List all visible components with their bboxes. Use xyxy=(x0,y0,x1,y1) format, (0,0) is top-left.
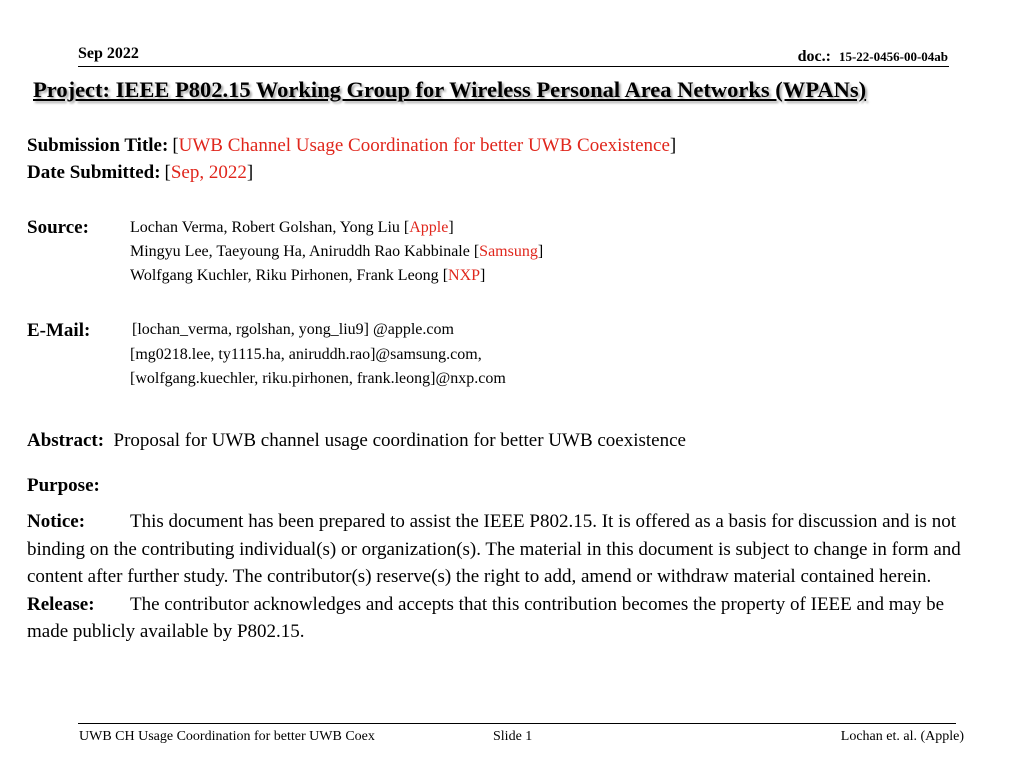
abstract-text: Proposal for UWB channel usage coordination for better UWB coexistence xyxy=(113,430,686,451)
source-names: Lochan Verma, Robert Golshan, Yong Liu xyxy=(130,219,400,236)
release-paragraph xyxy=(27,591,977,646)
doc-label: doc.: xyxy=(797,48,831,65)
email-line: [wolfgang.kuechler, riku.pirhonen, frank.leong]@nxp.com xyxy=(130,370,506,387)
submission-title: Submission Title: [UWB Channel Usage Coordination for better UWB Coexistence] xyxy=(27,135,677,156)
email-line: [mg0218.lee, ty1115.ha, aniruddh.rao]@samsung.com, xyxy=(130,346,482,363)
footer-divider xyxy=(78,723,956,724)
notice-block xyxy=(27,508,977,646)
notice-paragraph xyxy=(27,508,977,591)
release-text: The contributor acknowledges and accepts that this contribution becomes the property of IEEE and may be made publicly available by P802.15. xyxy=(27,593,945,642)
release-label: Release: xyxy=(27,593,95,615)
date-submitted-value: Sep, 2022 xyxy=(170,162,247,183)
date-submitted-label: Date Submitted: xyxy=(27,162,161,183)
date-submitted: Date Submitted: [Sep, 2022] xyxy=(27,162,254,183)
submission-title-value: UWB Channel Usage Coordination for better UWB Coexistence xyxy=(178,135,670,156)
email-line: [lochan_verma, rgolshan, yong_liu9] @apple.com xyxy=(132,321,454,338)
source-line: Lochan Verma, Robert Golshan, Yong Liu [Apple] xyxy=(130,219,454,236)
header-divider xyxy=(78,66,949,67)
header-date: Sep 2022 xyxy=(78,45,139,62)
footer-author: Lochan et. al. (Apple) xyxy=(840,729,964,744)
source-org: Apple xyxy=(409,219,449,236)
abstract xyxy=(27,430,686,452)
doc-number: 15-22-0456-00-04ab xyxy=(838,49,948,64)
source-label: Source: xyxy=(27,217,89,238)
source-names: Mingyu Lee, Taeyoung Ha, Aniruddh Rao Kabbinale xyxy=(130,243,470,260)
purpose-label: Purpose: xyxy=(27,475,100,496)
notice-label: Notice: xyxy=(27,511,86,532)
slide-number: Slide 1 xyxy=(493,729,533,744)
source-org: Samsung xyxy=(479,243,538,260)
abstract-label: Abstract: xyxy=(27,430,105,451)
footer-title: UWB CH Usage Coordination for better UWB Coex xyxy=(79,729,375,744)
header-doc-id xyxy=(798,48,948,66)
source-names: Wolfgang Kuchler, Riku Pirhonen, Frank Leong xyxy=(130,267,439,284)
source-line: Wolfgang Kuchler, Riku Pirhonen, Frank Leong [NXP] xyxy=(130,267,486,284)
source-org: NXP xyxy=(448,267,481,284)
project-title: Project: IEEE P802.15 Working Group for Wireless Personal Area Networks (WPANs) xyxy=(33,77,867,102)
source-line: Mingyu Lee, Taeyoung Ha, Aniruddh Rao Kabbinale [Samsung] xyxy=(130,243,544,260)
email-label: E-Mail: xyxy=(27,320,91,341)
submission-title-label: Submission Title: xyxy=(27,135,169,156)
notice-text: This document has been prepared to assist the IEEE P802.15. It is offered as a basis for discussion and is not binding on the contributing individual(s) or organization(s). The material in this document is subject to change in form and content after further study. The contributor(s) reserve(s) the right to add, amend or withdraw material contained herein. xyxy=(27,511,961,587)
